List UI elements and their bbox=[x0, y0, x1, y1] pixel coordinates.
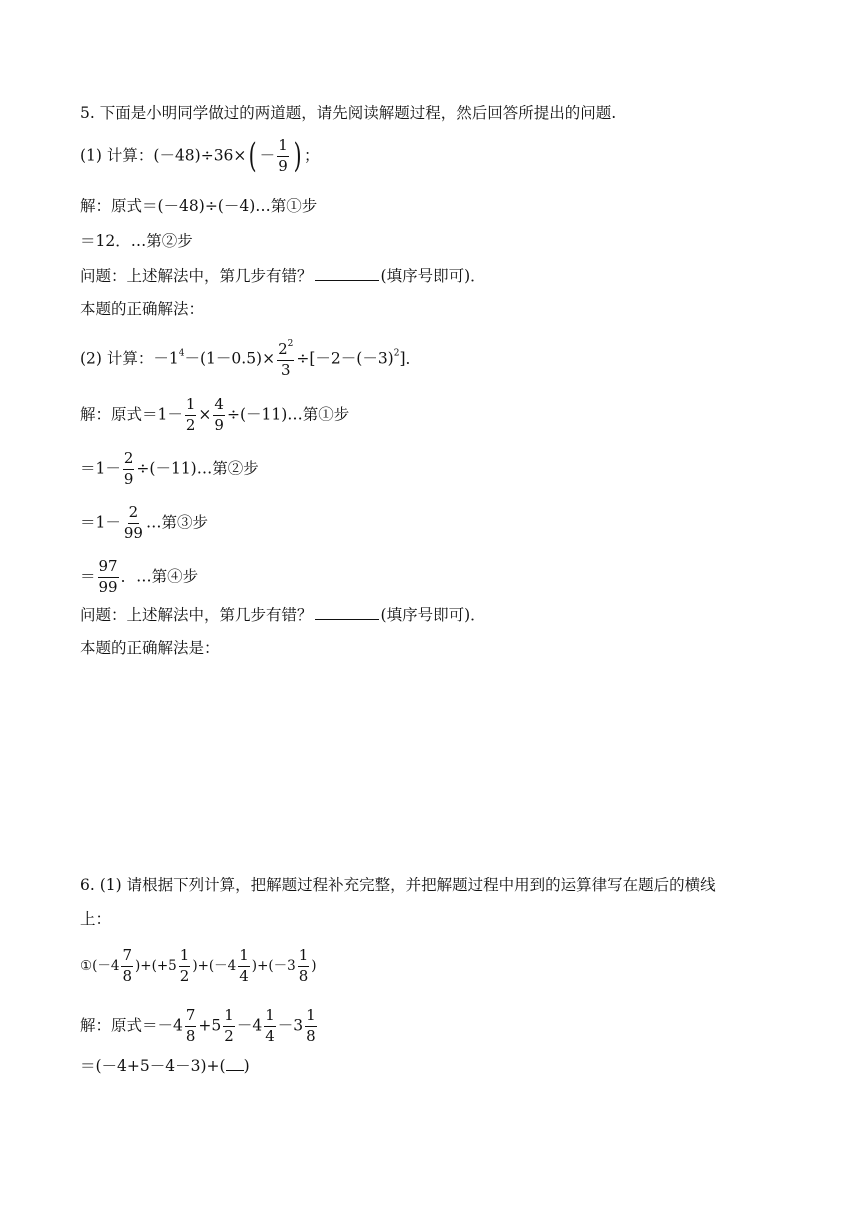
fraction bbox=[298, 948, 310, 985]
step-text: －4 bbox=[236, 1016, 263, 1035]
step-text: ＝ bbox=[80, 567, 96, 586]
e4: ]． bbox=[399, 349, 422, 368]
e1-exponent: 4 bbox=[178, 348, 185, 359]
left-paren: ( bbox=[249, 136, 258, 177]
answer-blank[interactable] bbox=[315, 607, 379, 620]
fraction-denominator: 2 bbox=[224, 1026, 234, 1045]
step-text: ＝1－ bbox=[80, 513, 121, 532]
num-exponent: 2 bbox=[287, 339, 294, 349]
part2-step2 bbox=[80, 451, 259, 488]
fraction-denominator: 3 bbox=[280, 360, 291, 379]
fraction-numerator: 7 bbox=[121, 948, 133, 967]
problem-6-expression bbox=[80, 948, 317, 985]
fraction bbox=[277, 340, 294, 379]
question-suffix: (填序号即可)． bbox=[380, 267, 486, 285]
e3: ÷[－2－(－3) bbox=[296, 349, 394, 368]
step-text: 解：原式＝－4 bbox=[80, 1016, 183, 1035]
fraction bbox=[213, 397, 225, 434]
e1: －1 bbox=[153, 349, 179, 368]
fraction-denominator: 2 bbox=[179, 966, 190, 985]
fraction bbox=[223, 1008, 235, 1045]
fraction-denominator: 9 bbox=[123, 469, 134, 488]
part1-correct-label: 本题的正确解法： bbox=[80, 300, 205, 318]
fraction-denominator: 8 bbox=[185, 1026, 196, 1045]
expr-text: )+(－4 bbox=[192, 957, 237, 974]
fraction-numerator: 1 bbox=[179, 948, 191, 967]
fraction bbox=[123, 451, 135, 488]
problem-5-part1-expression bbox=[80, 138, 320, 175]
fraction-numerator bbox=[277, 340, 294, 361]
part1-step2: ＝12．…第②步 bbox=[80, 232, 193, 250]
question-text: 问题：上述解法中，第几步有错？ bbox=[80, 267, 313, 285]
fraction bbox=[238, 948, 250, 985]
fraction bbox=[98, 559, 119, 596]
fraction-denominator: 99 bbox=[123, 523, 143, 542]
step-text: ) bbox=[243, 1057, 250, 1075]
expr-text: )+(－3 bbox=[251, 957, 296, 974]
fraction-numerator: 1 bbox=[223, 1008, 235, 1027]
fraction-denominator: 4 bbox=[265, 1026, 275, 1045]
fraction-numerator: 1 bbox=[305, 1008, 317, 1027]
fraction-numerator: 1 bbox=[238, 948, 250, 967]
problem-6-step1 bbox=[80, 1008, 319, 1045]
part1-label: (1) 计算： bbox=[80, 146, 154, 165]
fraction-numerator: 1 bbox=[277, 138, 289, 157]
step-text: +5 bbox=[198, 1016, 222, 1035]
fraction-numerator: 97 bbox=[98, 559, 119, 578]
problem-5-part2-expression bbox=[80, 340, 421, 379]
part2-question bbox=[80, 607, 486, 624]
expr-text: ①(－4 bbox=[80, 957, 120, 974]
step-text: …第③步 bbox=[145, 513, 208, 532]
step-text: × bbox=[198, 405, 212, 424]
fraction bbox=[185, 397, 197, 434]
part2-correct-label: 本题的正确解法是： bbox=[80, 639, 220, 657]
part1-end: ； bbox=[304, 146, 320, 165]
fraction-denominator: 8 bbox=[298, 966, 309, 985]
fraction-numerator: 4 bbox=[213, 397, 225, 416]
expr-text: )+(+5 bbox=[135, 957, 177, 974]
fraction-denominator: 8 bbox=[122, 966, 133, 985]
e2: －(1－0.5)× bbox=[184, 349, 276, 368]
problem-6-intro: 6. (1) 请根据下列计算，把解题过程补充完整，并把解题过程中用到的运算律写在题后的横线 bbox=[80, 876, 716, 894]
step-text: ．…第④步 bbox=[120, 567, 199, 586]
fraction-denominator: 9 bbox=[214, 415, 224, 434]
part1-step1: 解：原式＝(－48)÷(－4)…第①步 bbox=[80, 197, 318, 215]
answer-blank[interactable] bbox=[226, 1058, 244, 1071]
fraction-denominator: 8 bbox=[306, 1026, 316, 1045]
question-suffix: (填序号即可)． bbox=[380, 606, 486, 624]
right-paren: ) bbox=[293, 136, 302, 177]
fraction-numerator: 1 bbox=[185, 397, 197, 416]
fraction-numerator: 2 bbox=[128, 505, 140, 524]
fraction-denominator: 2 bbox=[185, 415, 196, 434]
problem-6-intro-cont: 上： bbox=[80, 910, 112, 928]
fraction-numerator: 2 bbox=[123, 451, 135, 470]
e3-exponent: 2 bbox=[393, 348, 400, 359]
fraction bbox=[277, 138, 289, 175]
fraction bbox=[264, 1008, 276, 1045]
fraction-numerator: 1 bbox=[264, 1008, 276, 1027]
step-text: ÷(－11)…第①步 bbox=[226, 405, 350, 424]
part1-question bbox=[80, 268, 486, 285]
step-text: ÷(－11)…第②步 bbox=[136, 459, 259, 478]
step-text: －3 bbox=[277, 1016, 304, 1035]
step-text: 解：原式＝1－ bbox=[80, 405, 183, 424]
fraction bbox=[305, 1008, 317, 1045]
step-text: ＝(－4+5－4－3)+( bbox=[80, 1057, 226, 1075]
num-base: 2 bbox=[278, 340, 288, 358]
fraction-numerator: 1 bbox=[298, 948, 310, 967]
fraction bbox=[179, 948, 191, 985]
fraction-denominator: 4 bbox=[239, 966, 249, 985]
part2-label: (2) 计算： bbox=[80, 349, 154, 368]
answer-blank[interactable] bbox=[315, 268, 379, 281]
part1-expr-before: (－48)÷36× bbox=[153, 146, 247, 165]
fraction bbox=[123, 505, 144, 542]
step-text: ＝1－ bbox=[80, 459, 121, 478]
fraction-denominator: 9 bbox=[278, 156, 288, 175]
part2-step3 bbox=[80, 505, 208, 542]
problem-5-intro: 5. 下面是小明同学做过的两道题，请先阅读解题过程，然后回答所提出的问题. bbox=[80, 104, 617, 122]
question-text: 问题：上述解法中，第几步有错？ bbox=[80, 606, 313, 624]
fraction-numerator: 7 bbox=[185, 1008, 197, 1027]
fraction-denominator: 99 bbox=[98, 577, 118, 596]
problem-6-step2 bbox=[80, 1058, 250, 1075]
part2-step4 bbox=[80, 559, 198, 596]
fraction bbox=[121, 948, 133, 985]
fraction bbox=[185, 1008, 197, 1045]
part1-neg: － bbox=[259, 146, 276, 165]
expr-text: ) bbox=[311, 957, 317, 974]
part2-step1 bbox=[80, 397, 349, 434]
